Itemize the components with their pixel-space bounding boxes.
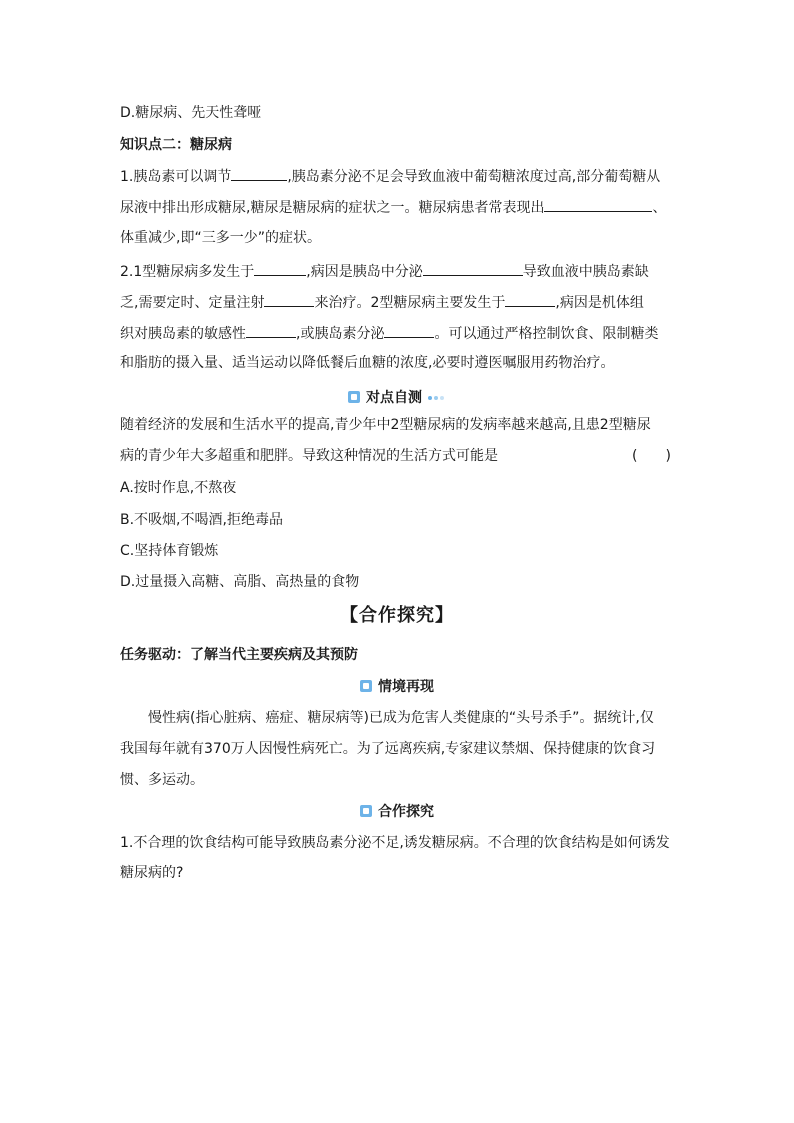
paragraph-2-line-3	[120, 324, 680, 343]
text-run: 2.1型糖尿病多发生于	[120, 264, 255, 280]
cooperation-title: 【合作探究】	[340, 605, 454, 626]
paragraph-1-line-2	[120, 198, 680, 217]
text-run: 尿液中排出形成糖尿,糖尿是糖尿病的症状之一。糖尿病患者常表现出	[120, 200, 545, 216]
text-run: 导致血液中胰岛素缺	[522, 264, 649, 280]
option-d: D.过量摄入高糖、高脂、高热量的食物	[120, 574, 360, 590]
paragraph-2-line-2	[120, 293, 680, 312]
fill-blank[interactable]	[254, 262, 306, 276]
heading-text: 对点自测	[366, 390, 422, 406]
scene-paragraph-line-3: 惯、多运动。	[120, 772, 204, 788]
section-title-knowledge-2: 知识点二：糖尿病	[120, 137, 232, 153]
text-run: ,病因是机体组	[555, 295, 644, 311]
question-stem-line-2: 病的青少年大多超重和肥胖。导致这种情况的生活方式可能是	[120, 448, 498, 464]
fill-blank[interactable]	[384, 324, 434, 338]
fill-blank[interactable]	[423, 262, 523, 276]
text-run: 乏,需要定时、定量注射	[120, 295, 265, 311]
scene-heading	[0, 678, 794, 696]
self-test-heading	[0, 387, 794, 407]
fill-blank[interactable]	[544, 198, 652, 212]
explore-heading	[0, 803, 794, 821]
pencil-icon	[348, 391, 360, 403]
option-d-previous: D.糖尿病、先天性聋哑	[120, 105, 262, 121]
text-run: 织对胰岛素的敏感性	[120, 326, 246, 342]
text-run: ,胰岛素分泌不足会导致血液中葡萄糖浓度过高,部分葡萄糖从	[287, 169, 661, 185]
scene-icon	[360, 680, 372, 692]
text-run: 1.胰岛素可以调节	[120, 169, 232, 185]
text-run: 。可以通过严格控制饮食、限制糖类	[434, 326, 659, 342]
heading-text: 情境再现	[378, 679, 434, 695]
fill-blank[interactable]	[231, 167, 287, 181]
task-line: 任务驱动：了解当代主要疾病及其预防	[120, 647, 358, 663]
dots-decoration-icon	[428, 387, 446, 405]
question-1-line-1: 1.不合理的饮食结构可能导致胰岛素分泌不足,诱发糖尿病。不合理的饮食结构是如何诱发	[120, 835, 670, 851]
paragraph-2-line-4: 和脂肪的摄入量、适当运动以降低餐后血糖的浓度,必要时遵医嘱服用药物治疗。	[120, 355, 615, 371]
heading-text: 合作探究	[378, 804, 434, 820]
option-a: A.按时作息,不熬夜	[120, 480, 237, 496]
paragraph-2-line-1	[120, 262, 680, 281]
fill-blank[interactable]	[505, 293, 555, 307]
option-c: C.坚持体育锻炼	[120, 543, 219, 559]
text-run: 慢性病(指心脏病、癌症、糖尿病等)已成为危害人类健康的“头号杀手”。据统计,仅	[148, 710, 654, 726]
scene-paragraph-line-1	[120, 709, 680, 727]
text-run: 、	[652, 200, 667, 216]
explore-icon	[360, 805, 372, 817]
fill-blank[interactable]	[264, 293, 314, 307]
text-run: 来治疗。2型糖尿病主要发生于	[314, 295, 506, 311]
text-run: ,病因是胰岛中分泌	[306, 264, 423, 280]
paragraph-1-line-3: 体重减少,即“三多一少”的症状。	[120, 230, 321, 246]
text-run: ,或胰岛素分泌	[296, 326, 385, 342]
scene-paragraph-line-2: 我国每年就有370万人因慢性病死亡。为了远离疾病,专家建议禁烟、保持健康的饮食习	[120, 741, 656, 757]
fill-blank[interactable]	[246, 324, 296, 338]
question-stem-line-1: 随着经济的发展和生活水平的提高,青少年中2型糖尿病的发病率越来越高,且患2型糖尿	[120, 417, 651, 433]
question-1-line-2: 糖尿病的?	[120, 865, 184, 881]
answer-parenthesis[interactable]: ( )	[632, 448, 671, 464]
option-b: B.不吸烟,不喝酒,拒绝毒品	[120, 512, 283, 528]
paragraph-1-line-1	[120, 167, 680, 186]
